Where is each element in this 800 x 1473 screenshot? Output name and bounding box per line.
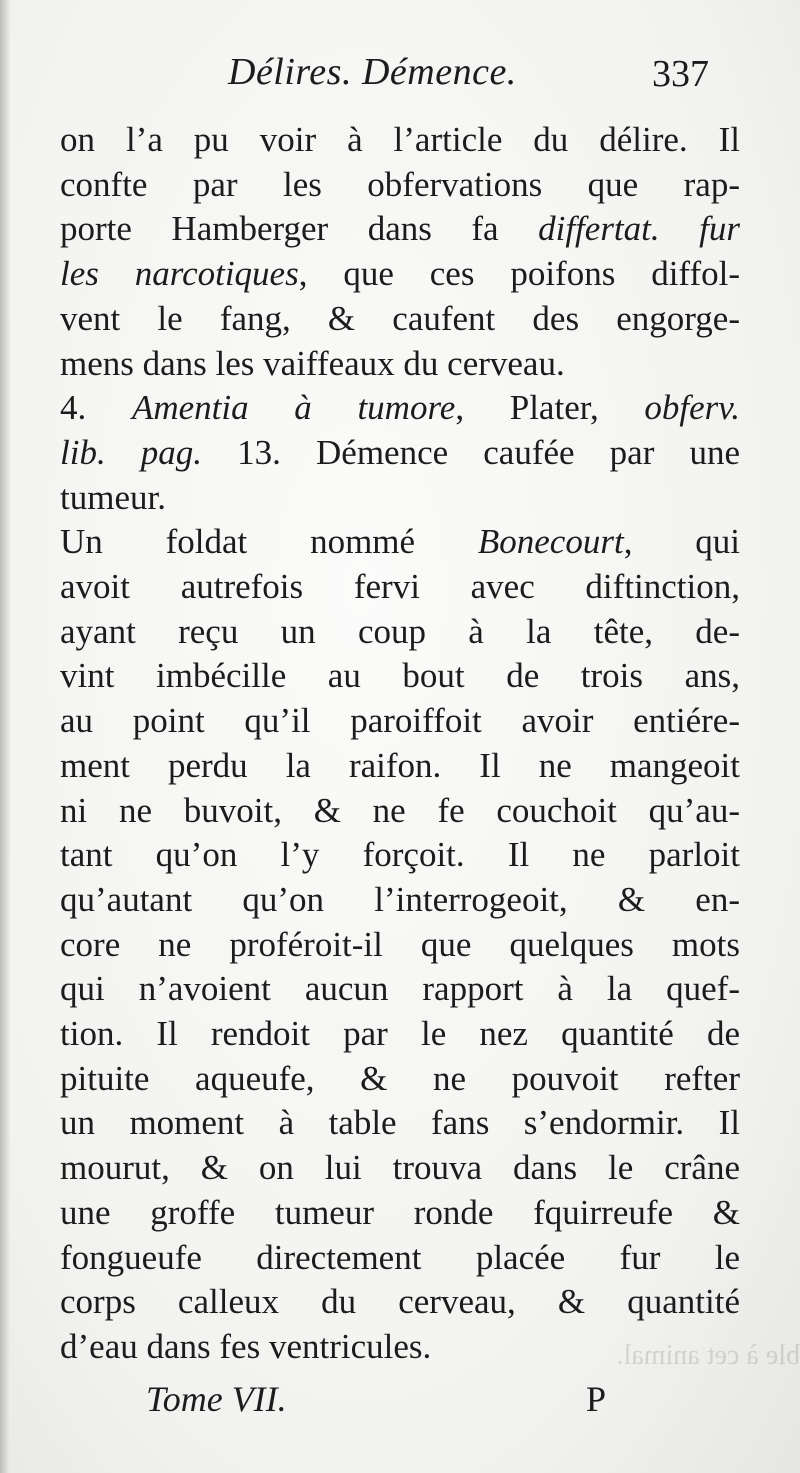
page-footer bbox=[0, 1378, 800, 1428]
text-line bbox=[60, 342, 740, 387]
text-segment: qui n’avoient aucun rapport à la quef- bbox=[60, 969, 740, 1009]
text-segment: 13. Démence caufée par une bbox=[202, 432, 740, 472]
text-segment: Un foldat nommé bbox=[60, 522, 478, 562]
text-line bbox=[60, 967, 740, 1012]
text-segment: d’eau dans fes ventricules. bbox=[60, 1326, 432, 1366]
text-line bbox=[60, 1280, 740, 1325]
text-segment: , Plater, bbox=[455, 388, 645, 428]
text-line bbox=[60, 297, 740, 342]
running-title: Délires. Démence. bbox=[228, 51, 517, 93]
text-segment: qu’autant qu’on l’interrogeoit, & en- bbox=[60, 879, 740, 919]
page-header bbox=[0, 50, 800, 110]
text-line bbox=[60, 1325, 740, 1370]
italic-text: differtat. fur bbox=[538, 209, 740, 249]
text-segment: vent le fang, & caufent des engorge- bbox=[60, 298, 740, 338]
text-line bbox=[60, 163, 740, 208]
italic-text: lib. pag. bbox=[60, 432, 203, 472]
text-line bbox=[60, 118, 740, 163]
text-segment: core ne proféroit-il que quelques mots bbox=[60, 924, 740, 964]
text-segment: corps calleux du cerveau, & quantité bbox=[60, 1282, 740, 1322]
text-segment: tion. Il rendoit par le nez quantité de bbox=[60, 1014, 740, 1054]
text-segment: avoit autrefois fervi avec diftinction, bbox=[60, 567, 740, 607]
text-segment: un moment à table fans s’endormir. Il bbox=[60, 1103, 740, 1143]
text-line bbox=[60, 1057, 740, 1102]
text-line bbox=[60, 610, 740, 655]
text-segment: au point qu’il paroiffoit avoir entiére- bbox=[60, 701, 740, 741]
page-number: 337 bbox=[652, 53, 709, 95]
text-line bbox=[60, 1191, 740, 1236]
text-line bbox=[60, 744, 740, 789]
text-line bbox=[60, 207, 740, 252]
italic-text: les narcotiques bbox=[60, 254, 299, 294]
text-line bbox=[60, 654, 740, 699]
text-line bbox=[60, 833, 740, 878]
text-line bbox=[60, 699, 740, 744]
text-segment: mens dans les vaiffeaux du cerveau. bbox=[60, 343, 565, 383]
text-segment: , que ces poifons diffol- bbox=[298, 254, 740, 294]
text-line bbox=[60, 252, 740, 297]
text-segment: fongueufe directement placée fur le bbox=[60, 1237, 740, 1277]
body-text bbox=[60, 118, 740, 1370]
page-spine-shadow bbox=[0, 0, 10, 1473]
text-line bbox=[60, 789, 740, 834]
italic-text: obferv. bbox=[644, 388, 740, 428]
text-line bbox=[60, 386, 740, 431]
text-line bbox=[60, 923, 740, 968]
text-segment: tant qu’on l’y forçoit. Il ne parloit bbox=[60, 835, 740, 875]
text-line bbox=[60, 476, 740, 521]
text-segment: ayant reçu un coup à la tête, de- bbox=[60, 611, 740, 651]
text-segment: , qui bbox=[623, 522, 740, 562]
text-line bbox=[60, 565, 740, 610]
text-line bbox=[60, 1236, 740, 1281]
text-segment: porte Hamberger dans fa bbox=[60, 209, 539, 249]
italic-text: Bonecourt bbox=[477, 522, 624, 562]
text-segment: tumeur. bbox=[60, 477, 166, 517]
text-line bbox=[60, 520, 740, 565]
text-line bbox=[60, 1101, 740, 1146]
text-segment: ment perdu la raifon. Il ne mangeoit bbox=[60, 745, 740, 785]
text-line bbox=[60, 1012, 740, 1057]
text-line bbox=[60, 1146, 740, 1191]
text-line bbox=[60, 431, 740, 476]
volume-label: Tome VII. bbox=[146, 1379, 287, 1419]
signature-mark: P bbox=[586, 1379, 607, 1419]
text-segment: confte par les obfervations que rap- bbox=[60, 164, 740, 204]
text-segment: on l’a pu voir à l’article du délire. Il bbox=[60, 120, 740, 159]
text-segment: pituite aqueufe, & ne pouvoit refter bbox=[60, 1058, 740, 1098]
text-segment: 4. bbox=[60, 388, 132, 428]
text-line bbox=[60, 878, 740, 923]
italic-text: Amentia à tumore bbox=[131, 388, 456, 428]
text-segment: ni ne buvoit, & ne fe couchoit qu’au- bbox=[60, 790, 740, 830]
text-segment: une groffe tumeur ronde fquirreufe & bbox=[60, 1192, 740, 1232]
show-through-text: ble à cet animal. bbox=[616, 1340, 800, 1371]
text-segment: vint imbécille au bout de trois ans, bbox=[60, 656, 740, 696]
text-segment: mourut, & on lui trouva dans le crâne bbox=[60, 1148, 740, 1188]
